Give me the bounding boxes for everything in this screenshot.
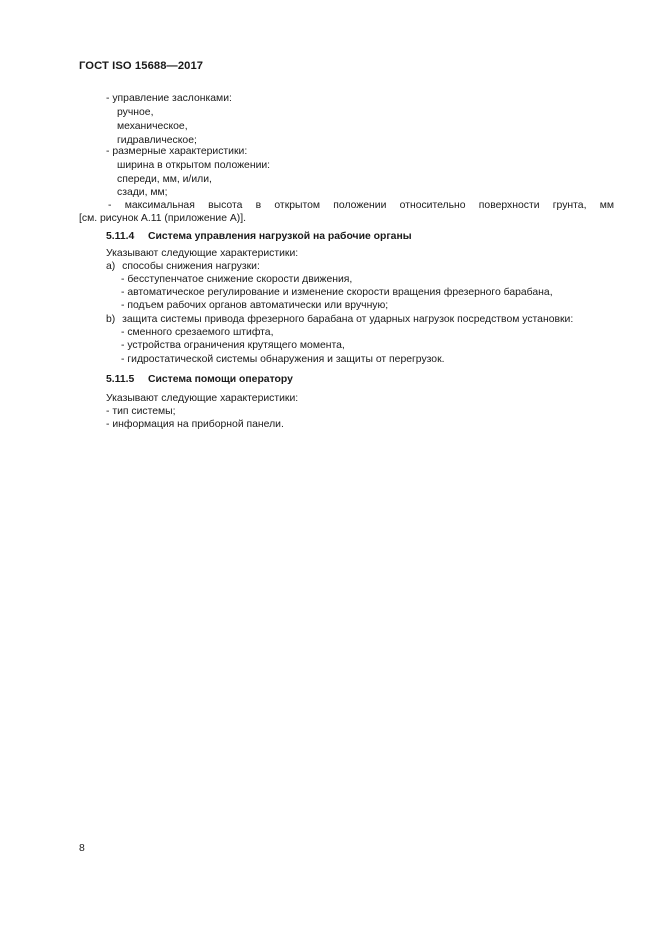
list-item: - управление заслонками: — [106, 93, 232, 104]
list-item: ширина в открытом положении: — [117, 160, 271, 171]
list-item: - тип системы; — [106, 406, 176, 417]
section-intro: Указывают следующие характеристики: — [106, 248, 299, 259]
paragraph-line: [см. рисунок А.11 (приложение А)]. — [79, 213, 247, 224]
page-number: 8 — [79, 843, 85, 854]
list-item: спереди, мм, и/или, — [117, 174, 212, 185]
list-item: - автоматическое регулирование и изменение скорости вращения фрезерного барабана, — [121, 287, 553, 298]
list-item: - гидростатической системы обнаружения и защиты от перегрузок. — [121, 354, 445, 365]
list-item: - бесступенчатое снижение скорости движения, — [121, 274, 353, 285]
section-title: Система помощи оператору — [148, 374, 293, 385]
list-item: - информация на приборной панели. — [106, 419, 284, 430]
list-text: способы снижения нагрузки: — [122, 261, 260, 272]
list-label: а) — [106, 261, 116, 272]
list-item: - устройства ограничения крутящего момента, — [121, 340, 345, 351]
list-item — [106, 260, 260, 273]
list-item: механическое, — [117, 121, 188, 132]
document-header: ГОСТ ISO 15688—2017 — [79, 60, 204, 72]
list-item: - подъем рабочих органов автоматически или вручную; — [121, 300, 389, 311]
section-title: Система управления нагрузкой на рабочие органы — [148, 231, 412, 242]
list-item — [106, 313, 573, 326]
section-number: 5.11.5 — [106, 374, 135, 385]
list-item: ручное, — [117, 107, 154, 118]
paragraph-line: - максимальная высота в открытом положении относительно поверхности грунта, мм — [108, 200, 614, 211]
list-item: - размерные характеристики: — [106, 146, 248, 157]
list-text: защита системы привода фрезерного барабана от ударных нагрузок посредством установки: — [122, 314, 574, 325]
list-label: b) — [106, 314, 116, 325]
section-heading — [106, 230, 412, 243]
section-intro: Указывают следующие характеристики: — [106, 393, 299, 404]
section-heading — [106, 373, 293, 386]
section-number: 5.11.4 — [106, 231, 135, 242]
list-item: гидравлическое; — [117, 135, 197, 146]
list-item: сзади, мм; — [117, 187, 168, 198]
list-item: - сменного срезаемого штифта, — [121, 327, 274, 338]
